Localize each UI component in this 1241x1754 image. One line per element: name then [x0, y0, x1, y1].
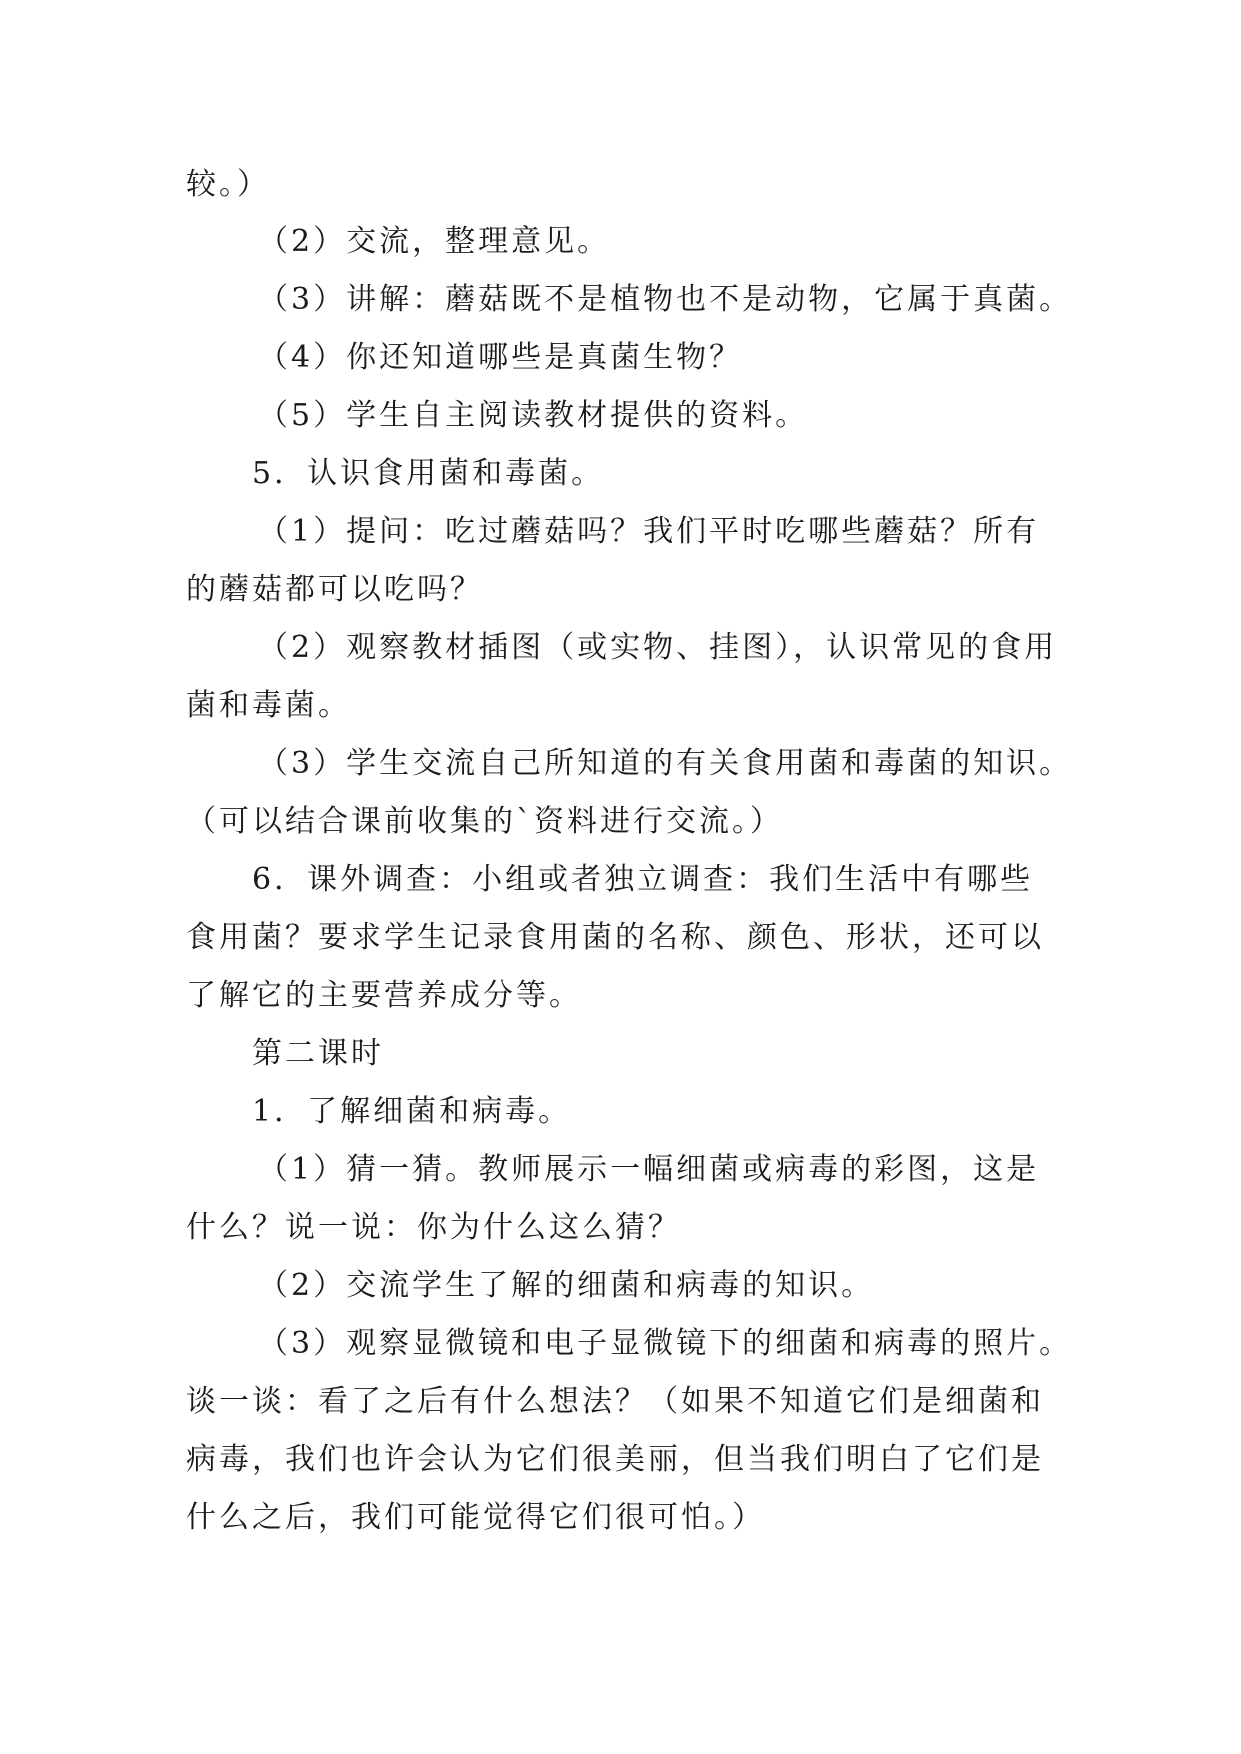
section-heading: 5．认识食用菌和毒菌。 — [252, 456, 605, 491]
text-line: 的蘑菇都可以吃吗？ — [186, 572, 483, 607]
text-line: 什么之后，我们可能觉得它们很可怕。） — [186, 1500, 765, 1535]
text-line: 病毒，我们也许会认为它们很美丽，但当我们明白了它们是 — [186, 1442, 1044, 1477]
text-line: 食用菌？要求学生记录食用菌的名称、颜色、形状，还可以 — [186, 920, 1044, 955]
text-line: （4）你还知道哪些是真菌生物？ — [258, 340, 743, 375]
section-heading: 1．了解细菌和病毒。 — [252, 1094, 572, 1129]
text-line: 谈一谈：看了之后有什么想法？（如果不知道它们是细菌和 — [186, 1384, 1044, 1419]
text-line: （1）提问：吃过蘑菇吗？我们平时吃哪些蘑菇？所有 — [258, 514, 1040, 549]
text-line: 较。） — [186, 167, 270, 202]
text-line: （3）观察显微镜和电子显微镜下的细菌和病毒的照片。 — [258, 1326, 1073, 1361]
text-line: （2）观察教材插图（或实物、挂图），认识常见的食用 — [258, 630, 1058, 665]
text-line: （1）猜一猜。教师展示一幅细菌或病毒的彩图，这是 — [258, 1152, 1040, 1187]
text-line: （5）学生自主阅读教材提供的资料。 — [258, 398, 809, 433]
text-line: 了解它的主要营养成分等。 — [186, 978, 582, 1013]
text-line: （3）学生交流自己所知道的有关食用菌和毒菌的知识。 — [258, 746, 1073, 781]
text-line: （2）交流，整理意见。 — [258, 224, 611, 259]
section-heading: 6．课外调查：小组或者独立调查：我们生活中有哪些 — [252, 862, 1034, 897]
text-line: 什么？说一说：你为什么这么猜？ — [186, 1210, 681, 1245]
text-line: （可以结合课前收集的`资料进行交流。） — [186, 804, 783, 839]
text-line: （3）讲解：蘑菇既不是植物也不是动物，它属于真菌。 — [258, 282, 1073, 317]
lesson-heading: 第二课时 — [252, 1036, 384, 1071]
text-line: （2）交流学生了解的细菌和病毒的知识。 — [258, 1268, 875, 1303]
text-line: 菌和毒菌。 — [186, 688, 351, 723]
